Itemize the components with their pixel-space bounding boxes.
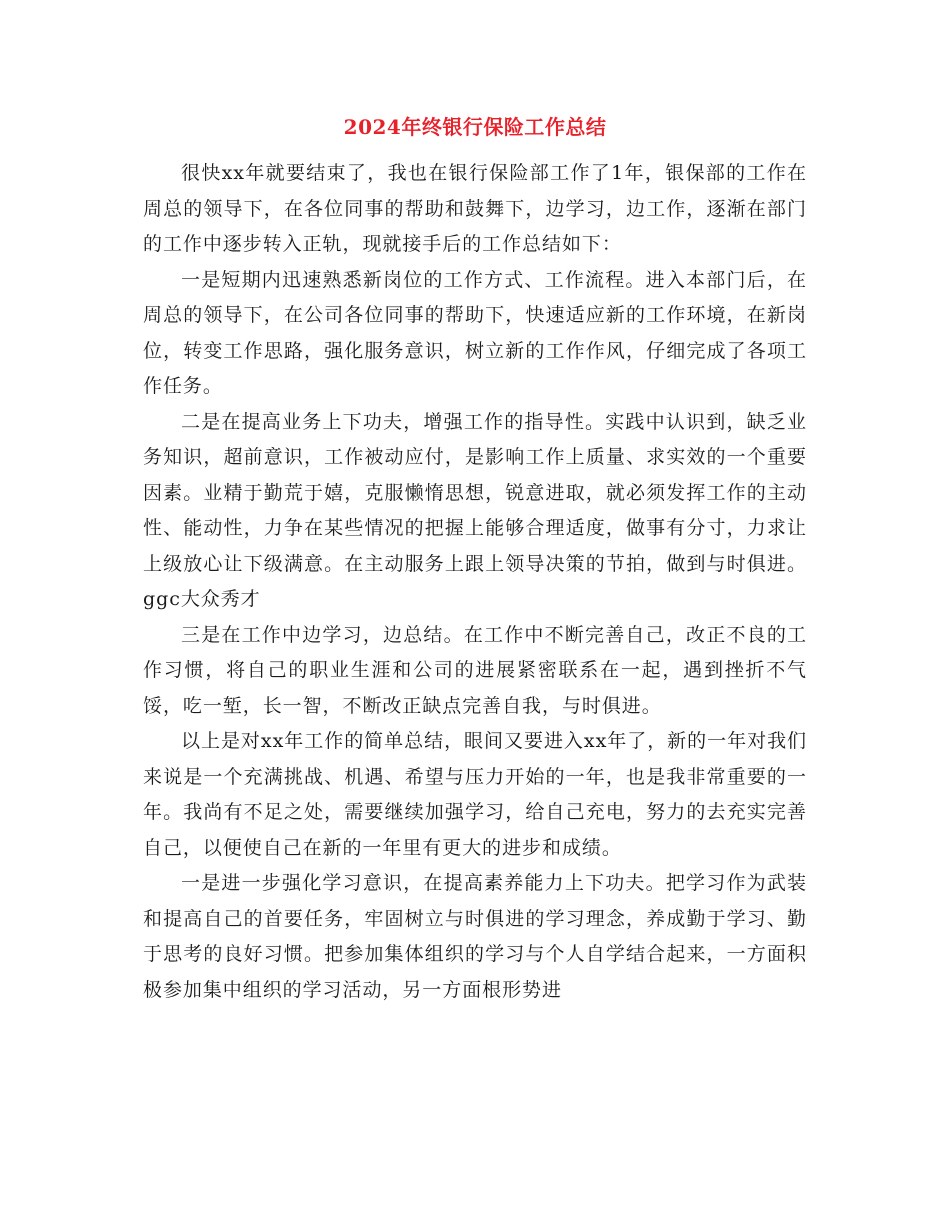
document-title: 2024年终银行保险工作总结: [343, 115, 607, 139]
paragraph-summary: 以上是对xx年工作的简单总结，眼间又要进入xx年了，新的一年对我们来说是一个充满挑战、机遇、希望与压力开始的一年，也是我非常重要的一年。我尚有不足之处，需要继续加强学习，给自己充电，努力的去充实完善自己，以便使自己在新的一年里有更大的进步和成绩。: [143, 730, 807, 859]
paragraph-intro: 很快xx年就要结束了，我也在银行保险部工作了1年，银保部的工作在周总的领导下，在各位同事的帮助和鼓舞下，边学习，边工作，逐渐在部门的工作中逐步转入正轨，现就接手后的工作总结如下：: [143, 162, 807, 255]
document-body: [143, 156, 807, 1008]
paragraph-point-1: 一是短期内迅速熟悉新岗位的工作方式、工作流程。进入本部门后，在周总的领导下，在公司各位同事的帮助下，快速适应新的工作环境，在新岗位，转变工作思路，强化服务意识，树立新的工作作风，仔细完成了各项工作任务。: [143, 268, 807, 397]
paragraph-point-2: 二是在提高业务上下功夫，增强工作的指导性。实践中认识到，缺乏业务知识，超前意识，工作被动应付，是影响工作上质量、求实效的一个重要因素。业精于勤荒于嬉，克服懒惰思想，锐意进取，就必须发挥工作的主动性、能动性，力争在某些情况的把握上能够合理适度，做事有分寸，力求让上级放心让下级满意。在主动服务上跟上领导决策的节拍，做到与时俱进。ggc大众秀才: [143, 410, 807, 610]
paragraph-point-3: 三是在工作中边学习，边总结。在工作中不断完善自己，改正不良的工作习惯，将自己的职业生涯和公司的进展紧密联系在一起，遇到挫折不气馁，吃一堑，长一智，不断改正缺点完善自我，与时俱进。: [143, 623, 807, 717]
paragraph-plan-1: 一是进一步强化学习意识，在提高素养能力上下功夫。把学习作为武装和提高自己的首要任务，牢固树立与时俱进的学习理念，养成勤于学习、勤于思考的良好习惯。把参加集体组织的学习与个人自学结合起来，一方面积极参加集中组织的学习活动，另一方面根形势进: [143, 872, 807, 1001]
